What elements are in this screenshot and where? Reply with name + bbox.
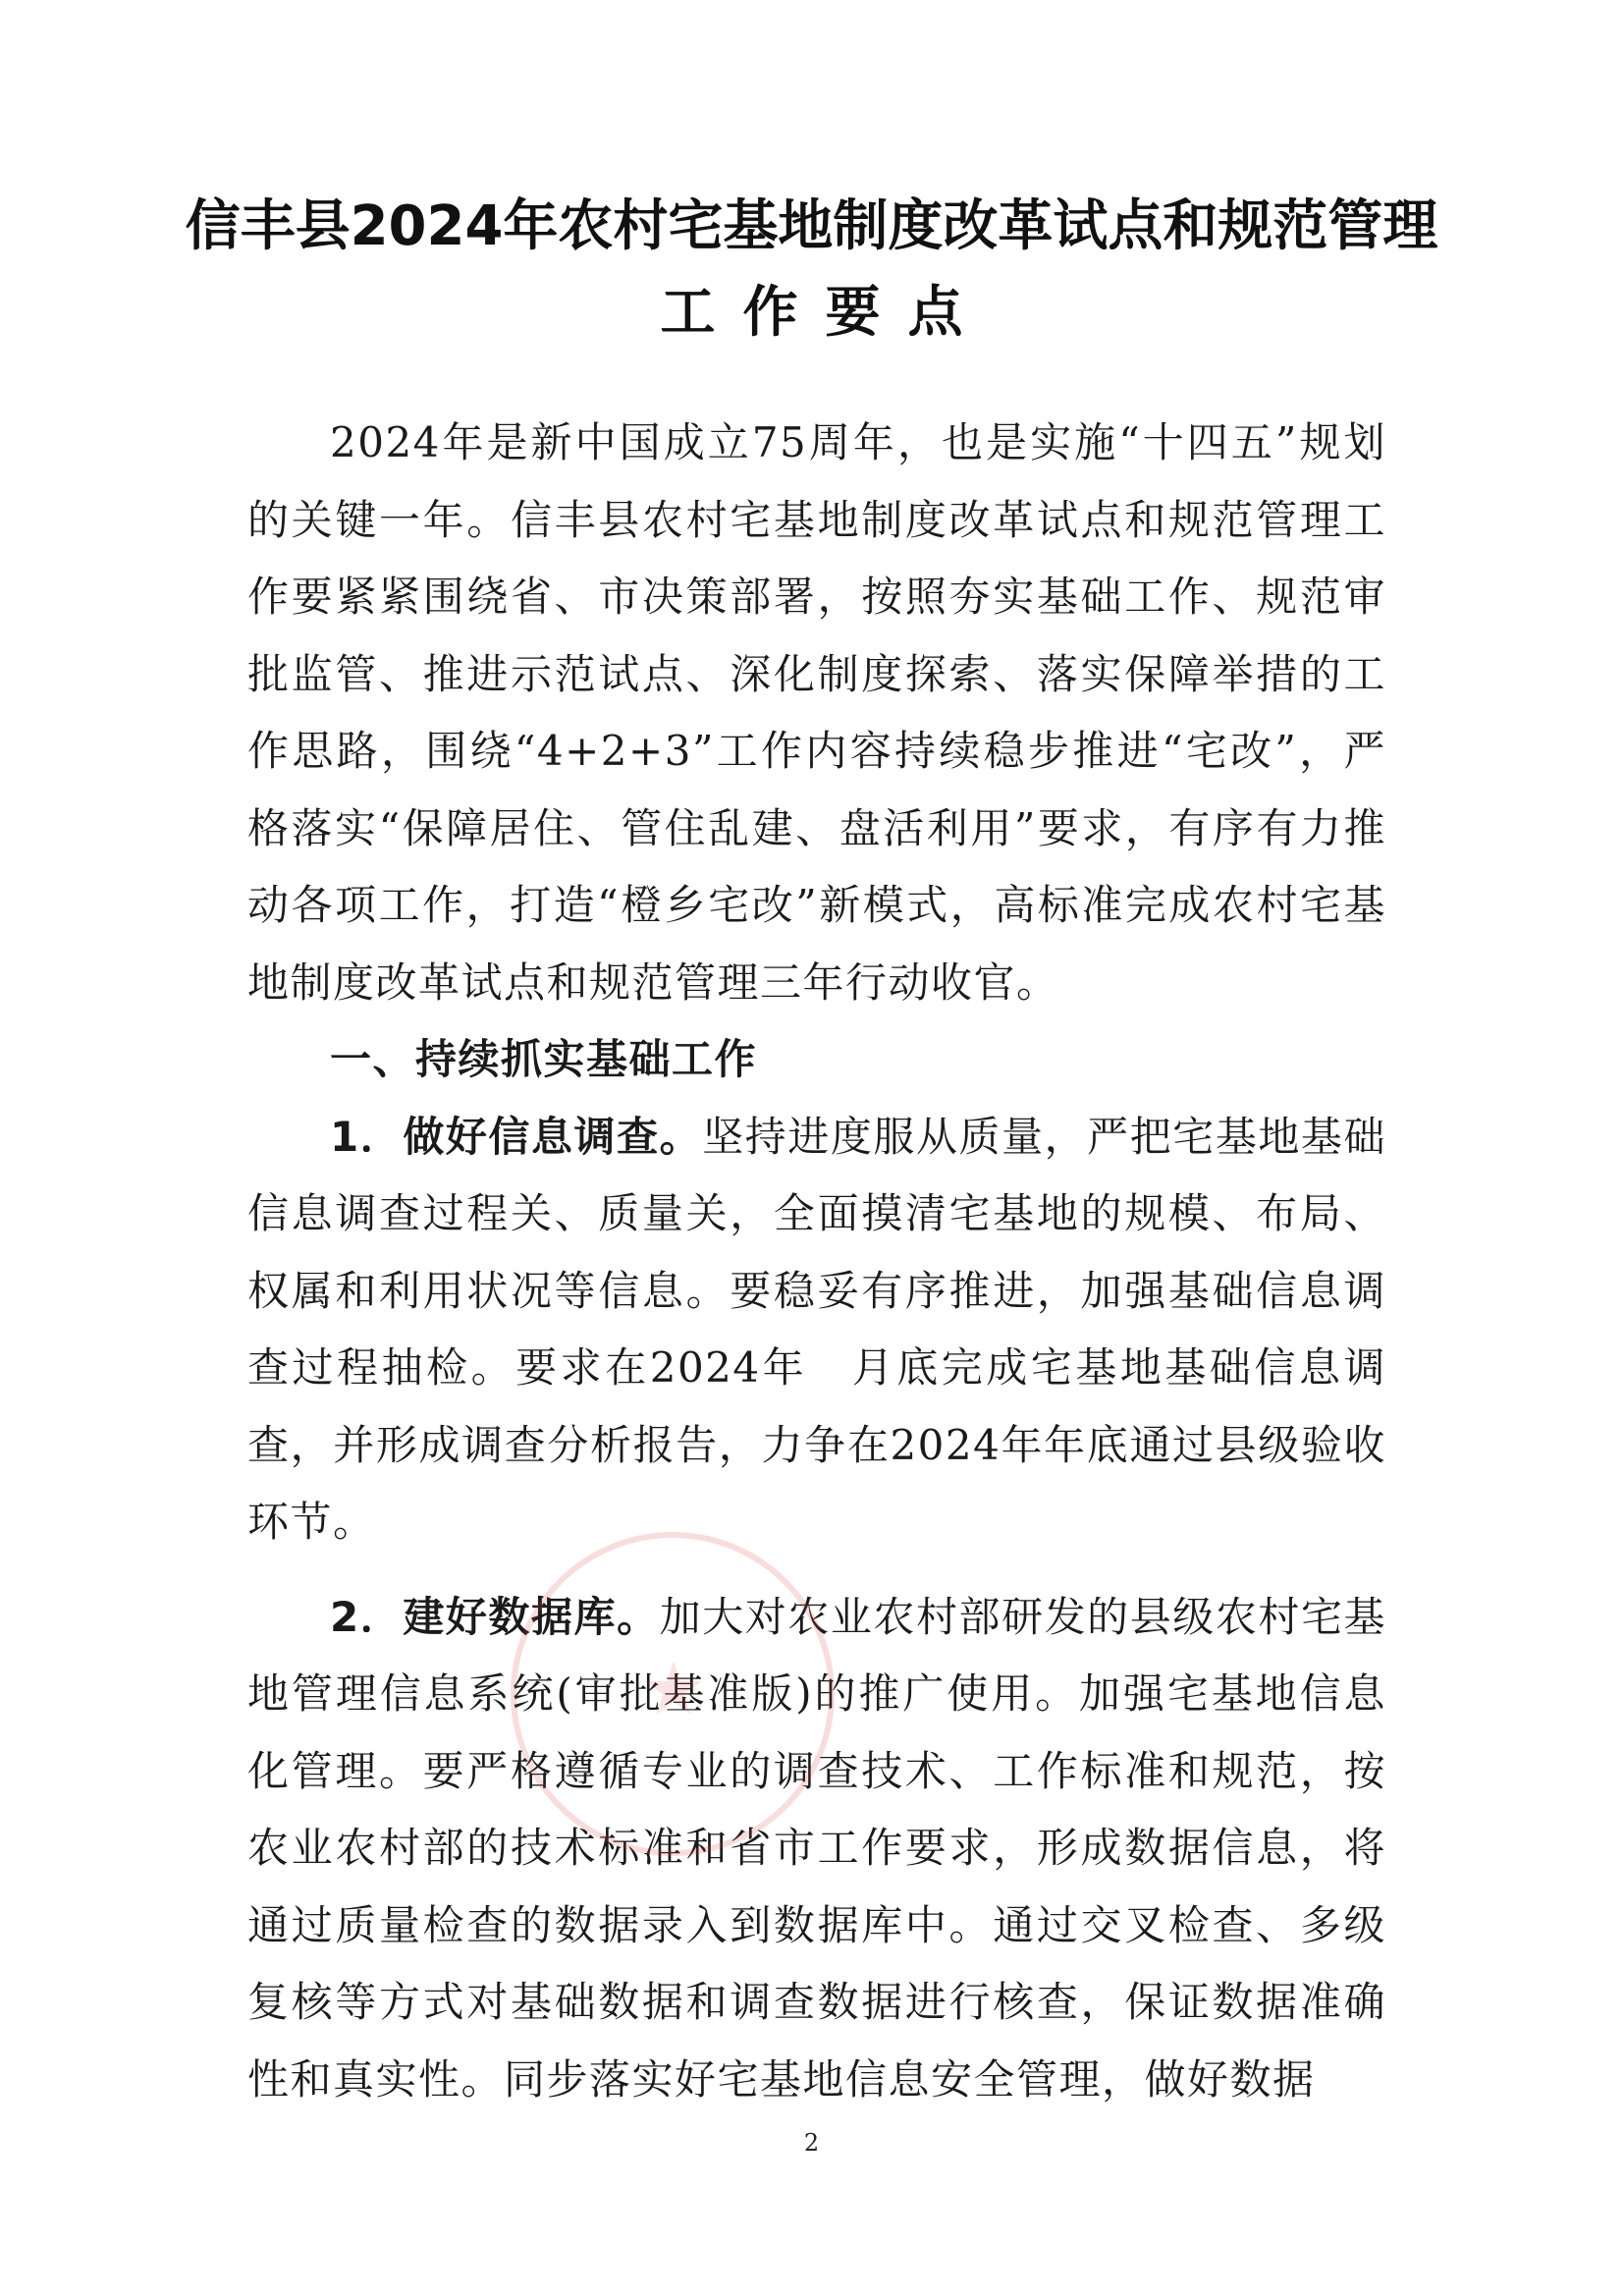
document-title-line2: 工作要点 [660, 281, 991, 345]
item1-text: 坚持进度服从质量，严把宅基地基础信息调查过程关、质量关，全面摸清宅基地的规模、布局、权属和利用状况等信息。要稳妥有序推进，加强基础信息调查过程抽检。要求在2024年 月底完成宅基地基础信息调查，并形成调查分析报告，力争在2024年年底通过县级验收环节。 [247, 1112, 1386, 1546]
section1-heading: 一、持续抓实基础工作 [330, 1035, 758, 1083]
document-body [247, 405, 1386, 2118]
item2-paragraph [247, 1579, 1386, 2119]
page-number: 2 [803, 2129, 820, 2157]
item1-paragraph [247, 1099, 1386, 1561]
item1-title: 1．做好信息调查。 [330, 1112, 703, 1161]
item2-title: 2．建好数据库。 [330, 1592, 660, 1641]
item2-text: 加大对农业农村部研发的县级农村宅基地管理信息系统(审批基准版)的推广使用。加强宅基地信息化管理。要严格遵循专业的调查技术、工作标准和规范，按农业农村部的技术标准和省市工作要求，形成数据信息，将通过质量检查的数据录入到数据库中。通过交叉检查、多级复核等方式对基础数据和调查数据进行核查，保证数据准确性和真实性。同步落实好宅基地信息安全管理，做好数据 [247, 1592, 1386, 2104]
intro-paragraph: 2024年是新中国成立75周年，也是实施“十四五”规划的关键一年。信丰县农村宅基地制度改革试点和规范管理工作要紧紧围绕省、市决策部署，按照夯实基础工作、规范审批监管、推进示范试点、深化制度探索、落实保障举措的工作思路，围绕“4+2+3”工作内容持续稳步推进“宅改”，严格落实“保障居住、管住乱建、盘活利用”要求，有序有力推动各项工作，打造“橙乡宅改”新模式，高标准完成农村宅基地制度改革试点和规范管理三年行动收官。 [247, 418, 1386, 1007]
document-title-line1: 信丰县2024年农村宅基地制度改革试点和规范管理 [185, 194, 1438, 258]
paragraph-gap [247, 1561, 1386, 1579]
